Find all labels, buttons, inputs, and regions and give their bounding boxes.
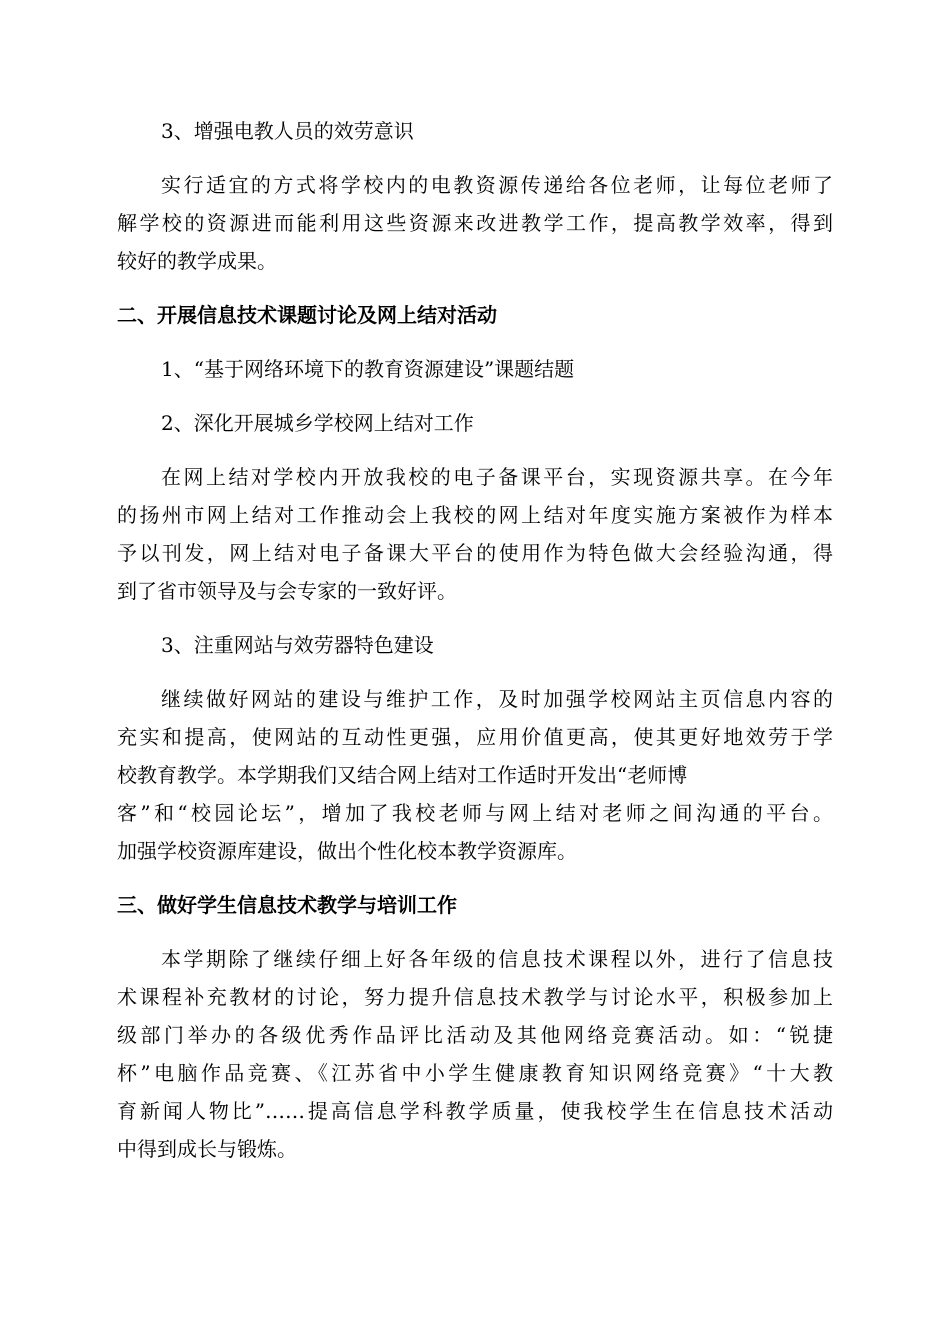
paragraph-line: 校教育教学。本学期我们又结合网上结对工作适时开发出“老师博 bbox=[117, 763, 688, 787]
paragraph-line: 育新闻人物比”……提高信息学科教学质量，使我校学生在信息技术活动 bbox=[117, 1099, 833, 1123]
paragraph-line: 的扬州市网上结对工作推动会上我校的网上结对年度实施方案被作为样本 bbox=[117, 503, 833, 527]
paragraph-line: 中得到成长与锻炼。 bbox=[117, 1137, 297, 1161]
paragraph-line: 客”和“校园论坛”，增加了我校老师与网上结对老师之间沟通的平台。 bbox=[117, 801, 833, 825]
section-heading-2: 二、开展信息技术课题讨论及网上结对活动 bbox=[117, 303, 497, 327]
paragraph-line: 级部门举办的各级优秀作品评比活动及其他网络竞赛活动。如：“锐捷 bbox=[117, 1023, 833, 1047]
paragraph-line: 在网上结对学校内开放我校的电子备课平台，实现资源共享。在今年 bbox=[161, 465, 833, 489]
paragraph-line: 术课程补充教材的讨论，努力提升信息技术教学与讨论水平，积极参加上 bbox=[117, 985, 833, 1009]
paragraph-line: 较好的教学成果。 bbox=[117, 249, 277, 273]
paragraph-line: 充实和提高，使网站的互动性更强，应用价值更高，使其更好地效劳于学 bbox=[117, 725, 833, 749]
paragraph-line: 实行适宜的方式将学校内的电教资源传递给各位老师，让每位老师了 bbox=[161, 173, 833, 197]
paragraph-line: 继续做好网站的建设与维护工作，及时加强学校网站主页信息内容的 bbox=[161, 687, 833, 711]
section-heading-3: 三、做好学生信息技术教学与培训工作 bbox=[117, 893, 457, 917]
paragraph-line: 到了省市领导及与会专家的一致好评。 bbox=[117, 579, 457, 603]
subheading-3-website: 3、注重网站与效劳器特色建设 bbox=[161, 633, 434, 657]
subheading-3-service-awareness: 3、增强电教人员的效劳意识 bbox=[161, 119, 414, 143]
subheading-1-project: 1、“基于网络环境下的教育资源建设”课题结题 bbox=[161, 357, 575, 381]
paragraph-line: 解学校的资源进而能利用这些资源来改进教学工作，提高教学效率，得到 bbox=[117, 211, 833, 235]
paragraph-line: 本学期除了继续仔细上好各年级的信息技术课程以外，进行了信息技 bbox=[161, 947, 833, 971]
subheading-2-pairing: 2、深化开展城乡学校网上结对工作 bbox=[161, 411, 474, 435]
paragraph-line: 杯”电脑作品竞赛、《江苏省中小学生健康教育知识网络竞赛》“十大教 bbox=[117, 1061, 833, 1085]
paragraph-line: 加强学校资源库建设，做出个性化校本教学资源库。 bbox=[117, 839, 577, 863]
paragraph-line: 予以刊发，网上结对电子备课大平台的使用作为特色做大会经验沟通，得 bbox=[117, 541, 833, 565]
